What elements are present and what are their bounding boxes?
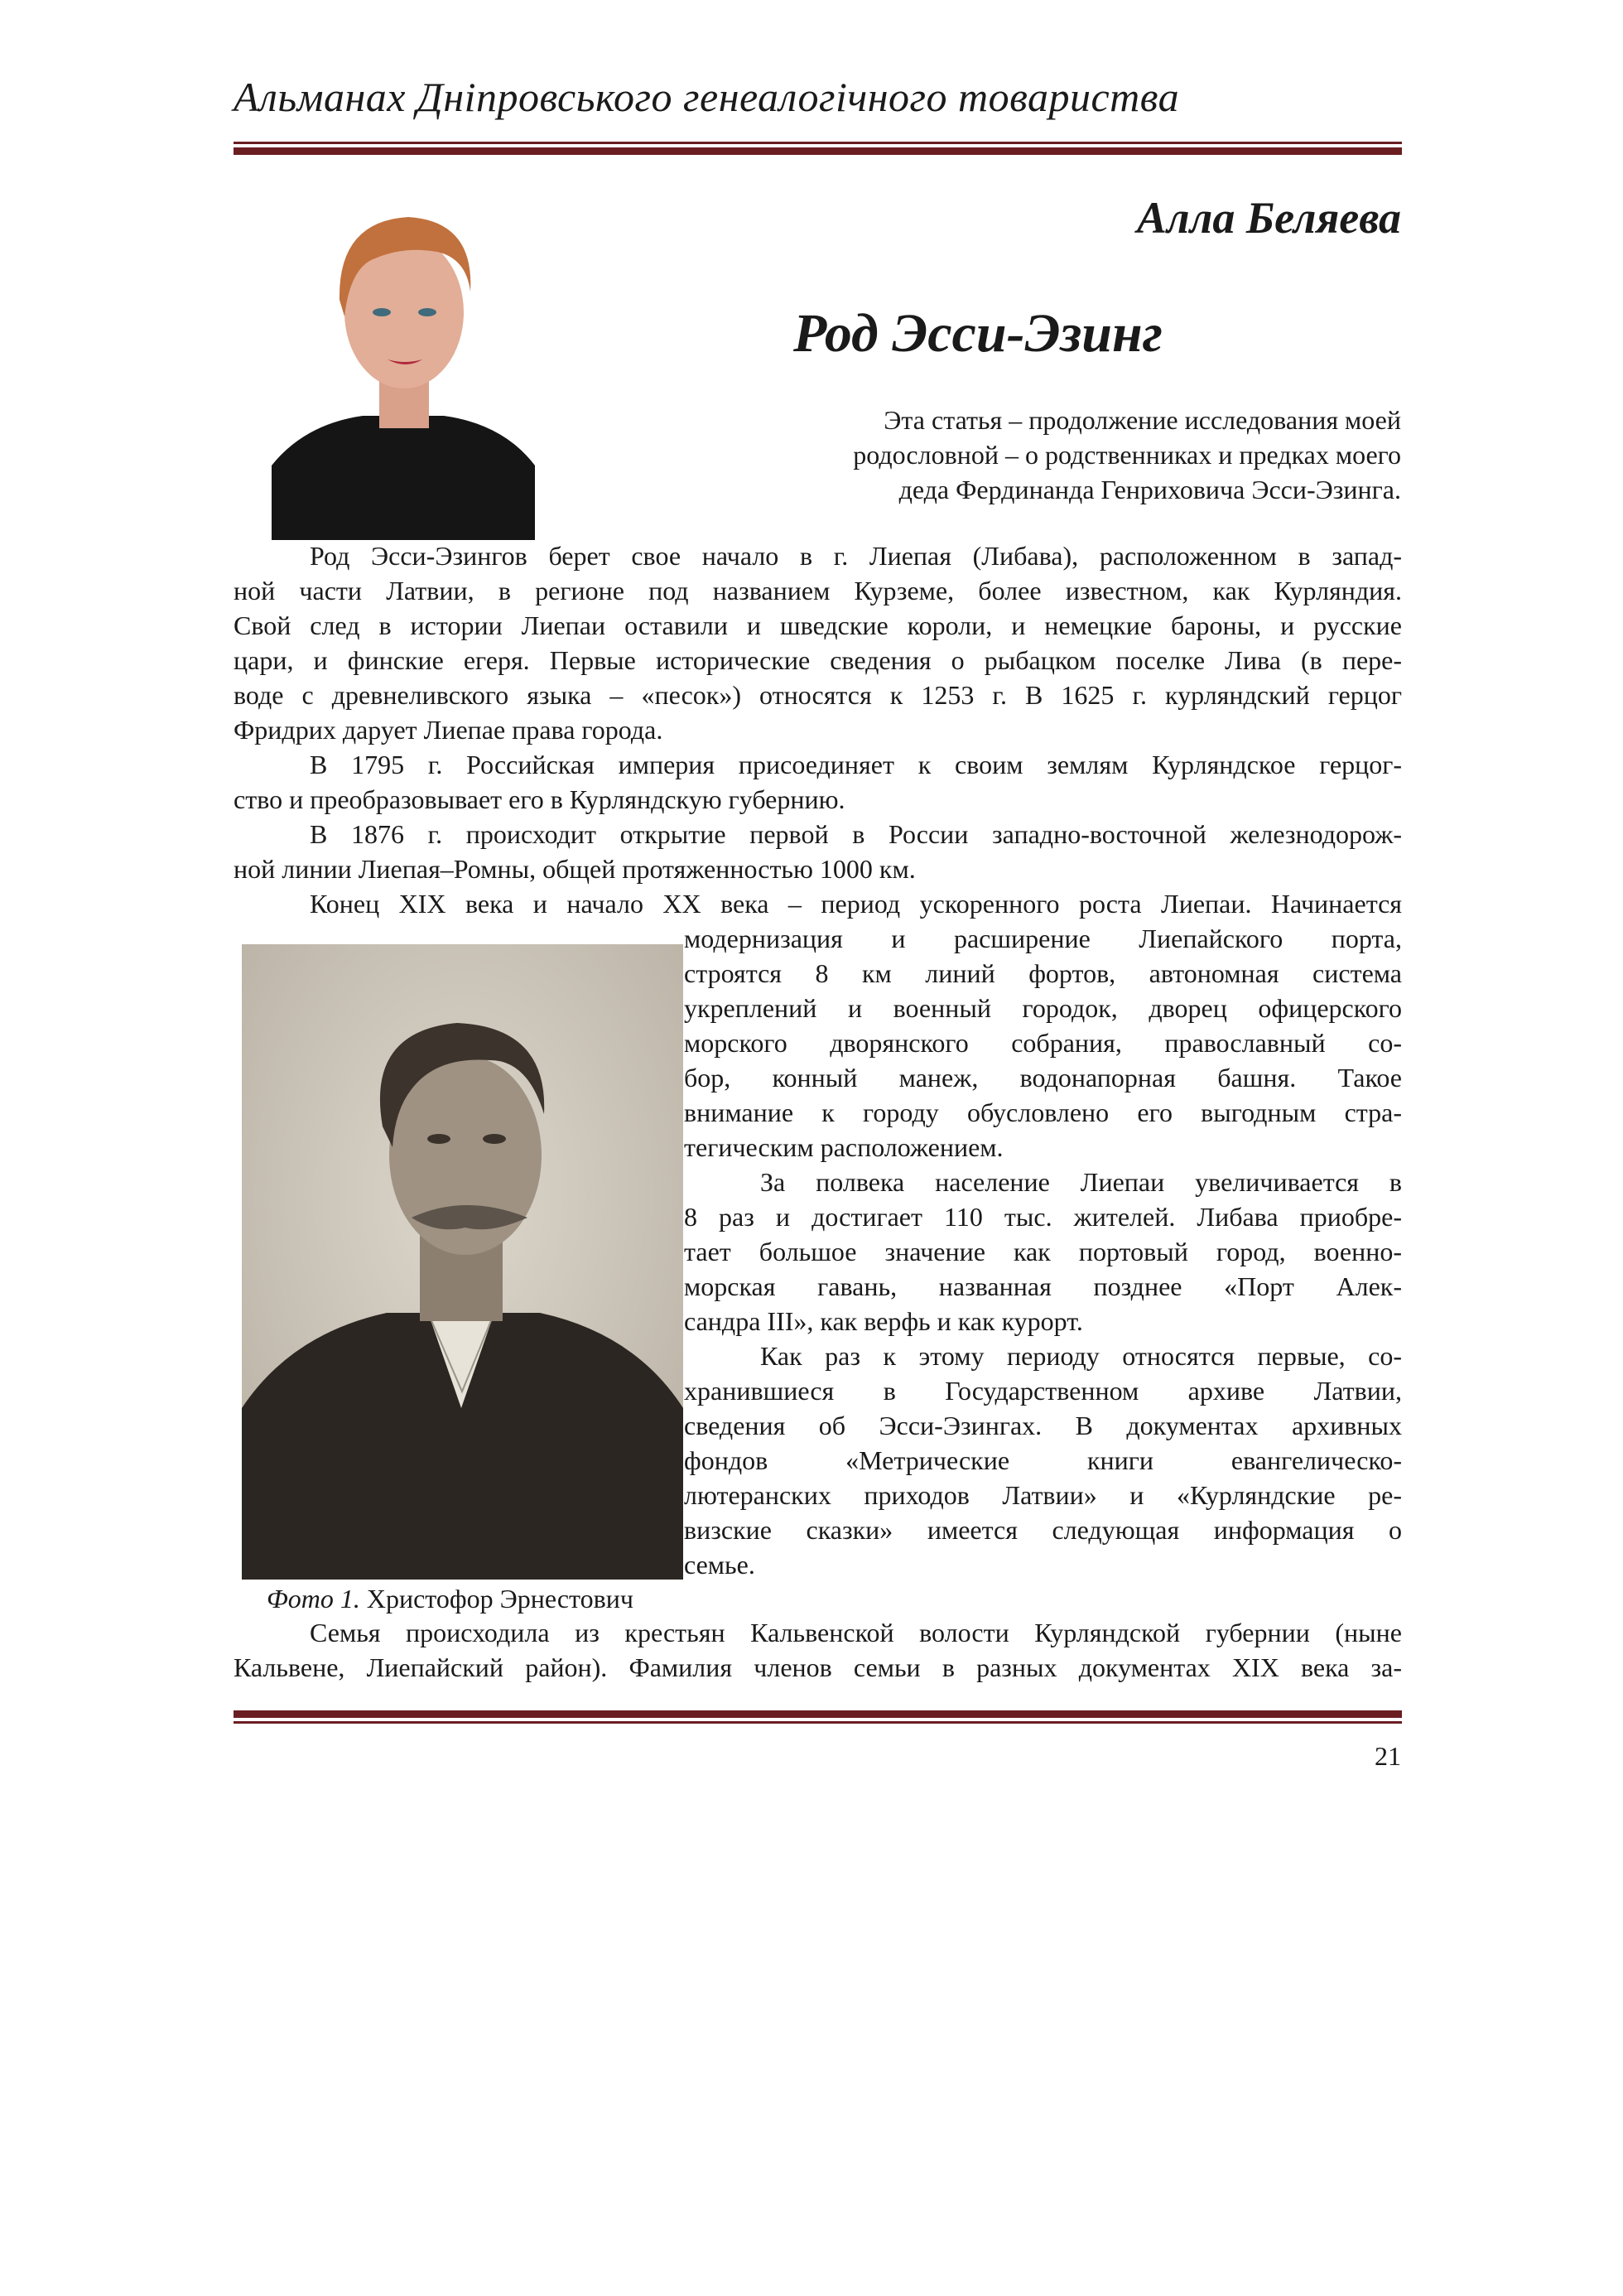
text-line: Как раз к этому периоду относятся первые, со- xyxy=(760,1341,1402,1371)
epigraph xyxy=(772,403,1401,507)
epigraph-line: Эта статья – продолжение исследования моей xyxy=(884,405,1401,435)
text-line: модернизация и расширение Лиепайского порта, xyxy=(684,924,1402,953)
text-line: лютеранских приходов Латвии» и «Курляндские ре- xyxy=(684,1480,1402,1510)
author-name: Алла Беляева xyxy=(1136,193,1401,243)
text-line: визские сказки» имеется следующая информация о xyxy=(684,1515,1402,1545)
text-line: сведения об Эсси-Эзингах. В документах архивных xyxy=(684,1411,1402,1440)
article-title: Род Эсси-Эзинг xyxy=(793,303,1163,364)
epigraph-line: родословной – о родственниках и предках моего xyxy=(853,440,1401,470)
paragraph-4-continued xyxy=(684,921,1402,1165)
text-line: тегическим расположением. xyxy=(684,1132,1004,1162)
text-line: воде с древнеливского языка – «песок») относятся к 1253 г. В 1625 г. курляндский герцог xyxy=(234,680,1402,710)
text-line: Фридрих дарует Лиепае права города. xyxy=(234,715,663,745)
text-line: строятся 8 км линий фортов, автономная система xyxy=(684,958,1402,988)
text-line: внимание к городу обусловлено его выгодным стра- xyxy=(684,1097,1402,1127)
page-number: 21 xyxy=(1375,1741,1401,1771)
paragraph-4-first-line xyxy=(234,886,1402,921)
text-line: Род Эсси-Эзингов берет свое начало в г. Лиепая (Либава), расположенном в запад- xyxy=(310,541,1402,571)
paragraph-6 xyxy=(684,1339,1402,1582)
text-line: Кальвене, Лиепайский район). Фамилия членов семьи в разных документах XIX века за- xyxy=(234,1652,1402,1682)
header-divider xyxy=(234,142,1402,155)
text-line: бор, конный манеж, водонапорная башня. Такое xyxy=(684,1063,1402,1093)
text-line: морского дворянского собрания, православный со- xyxy=(684,1028,1402,1058)
photo-caption xyxy=(267,1584,633,1614)
text-line: укреплений и военный городок, дворец офицерского xyxy=(684,993,1402,1023)
paragraph-3 xyxy=(234,817,1402,886)
text-line: семье. xyxy=(684,1550,755,1580)
text-line: ной части Латвии, в регионе под названием Курземе, более известном, как Курляндия. xyxy=(234,576,1402,605)
text-line: За полвека население Лиепаи увеличивается в xyxy=(760,1167,1402,1197)
author-portrait-photo xyxy=(272,176,535,540)
almanac-header-title: Альманах Дніпровського генеалогічного товариства xyxy=(234,74,1180,120)
text-line: 8 раз и достигает 110 тыс. жителей. Либава приобре- xyxy=(684,1202,1402,1232)
text-line: В 1876 г. происходит открытие первой в России западно-восточной железнодорож- xyxy=(310,819,1402,849)
paragraph-5 xyxy=(684,1165,1402,1339)
footer-divider xyxy=(234,1710,1402,1724)
text-line: ство и преобразовывает его в Курляндскую губернию. xyxy=(234,784,845,814)
paragraph-2 xyxy=(234,747,1402,817)
text-line: цари, и финские егеря. Первые исторические сведения о рыбацком поселке Лива (в пере- xyxy=(234,645,1402,675)
text-line: фондов «Метрические книги евангелическо- xyxy=(684,1445,1402,1475)
text-line: Семья происходила из крестьян Кальвенской волости Курляндской губернии (ныне xyxy=(310,1618,1402,1647)
text-line: хранившиеся в Государственном архиве Латвии, xyxy=(684,1376,1402,1406)
text-line: Конец XIX века и начало XX века – период ускоренного роста Лиепаи. Начинается xyxy=(310,889,1402,919)
text-line: морская гавань, названная позднее «Порт Алек- xyxy=(684,1271,1402,1301)
text-line: Свой след в истории Лиепаи оставили и шведские короли, и немецкие бароны, и русские xyxy=(234,610,1402,640)
text-line: ной линии Лиепая–Ромны, общей протяженностью 1000 км. xyxy=(234,854,916,884)
text-line: тает большое значение как портовый город, военно- xyxy=(684,1237,1402,1266)
epigraph-line: деда Фердинанда Генриховича Эсси-Эзинга. xyxy=(898,475,1401,504)
text-line: сандра III», как верфь и как курорт. xyxy=(684,1306,1083,1336)
caption-label: Фото 1. xyxy=(267,1584,360,1613)
caption-text: Христофор Эрнестович xyxy=(366,1584,633,1613)
historical-portrait-photo xyxy=(242,944,683,1580)
paragraph-7 xyxy=(234,1615,1402,1685)
text-line: В 1795 г. Российская империя присоединяет к своим землям Курляндское герцог- xyxy=(310,750,1402,779)
paragraph-1 xyxy=(234,538,1402,747)
